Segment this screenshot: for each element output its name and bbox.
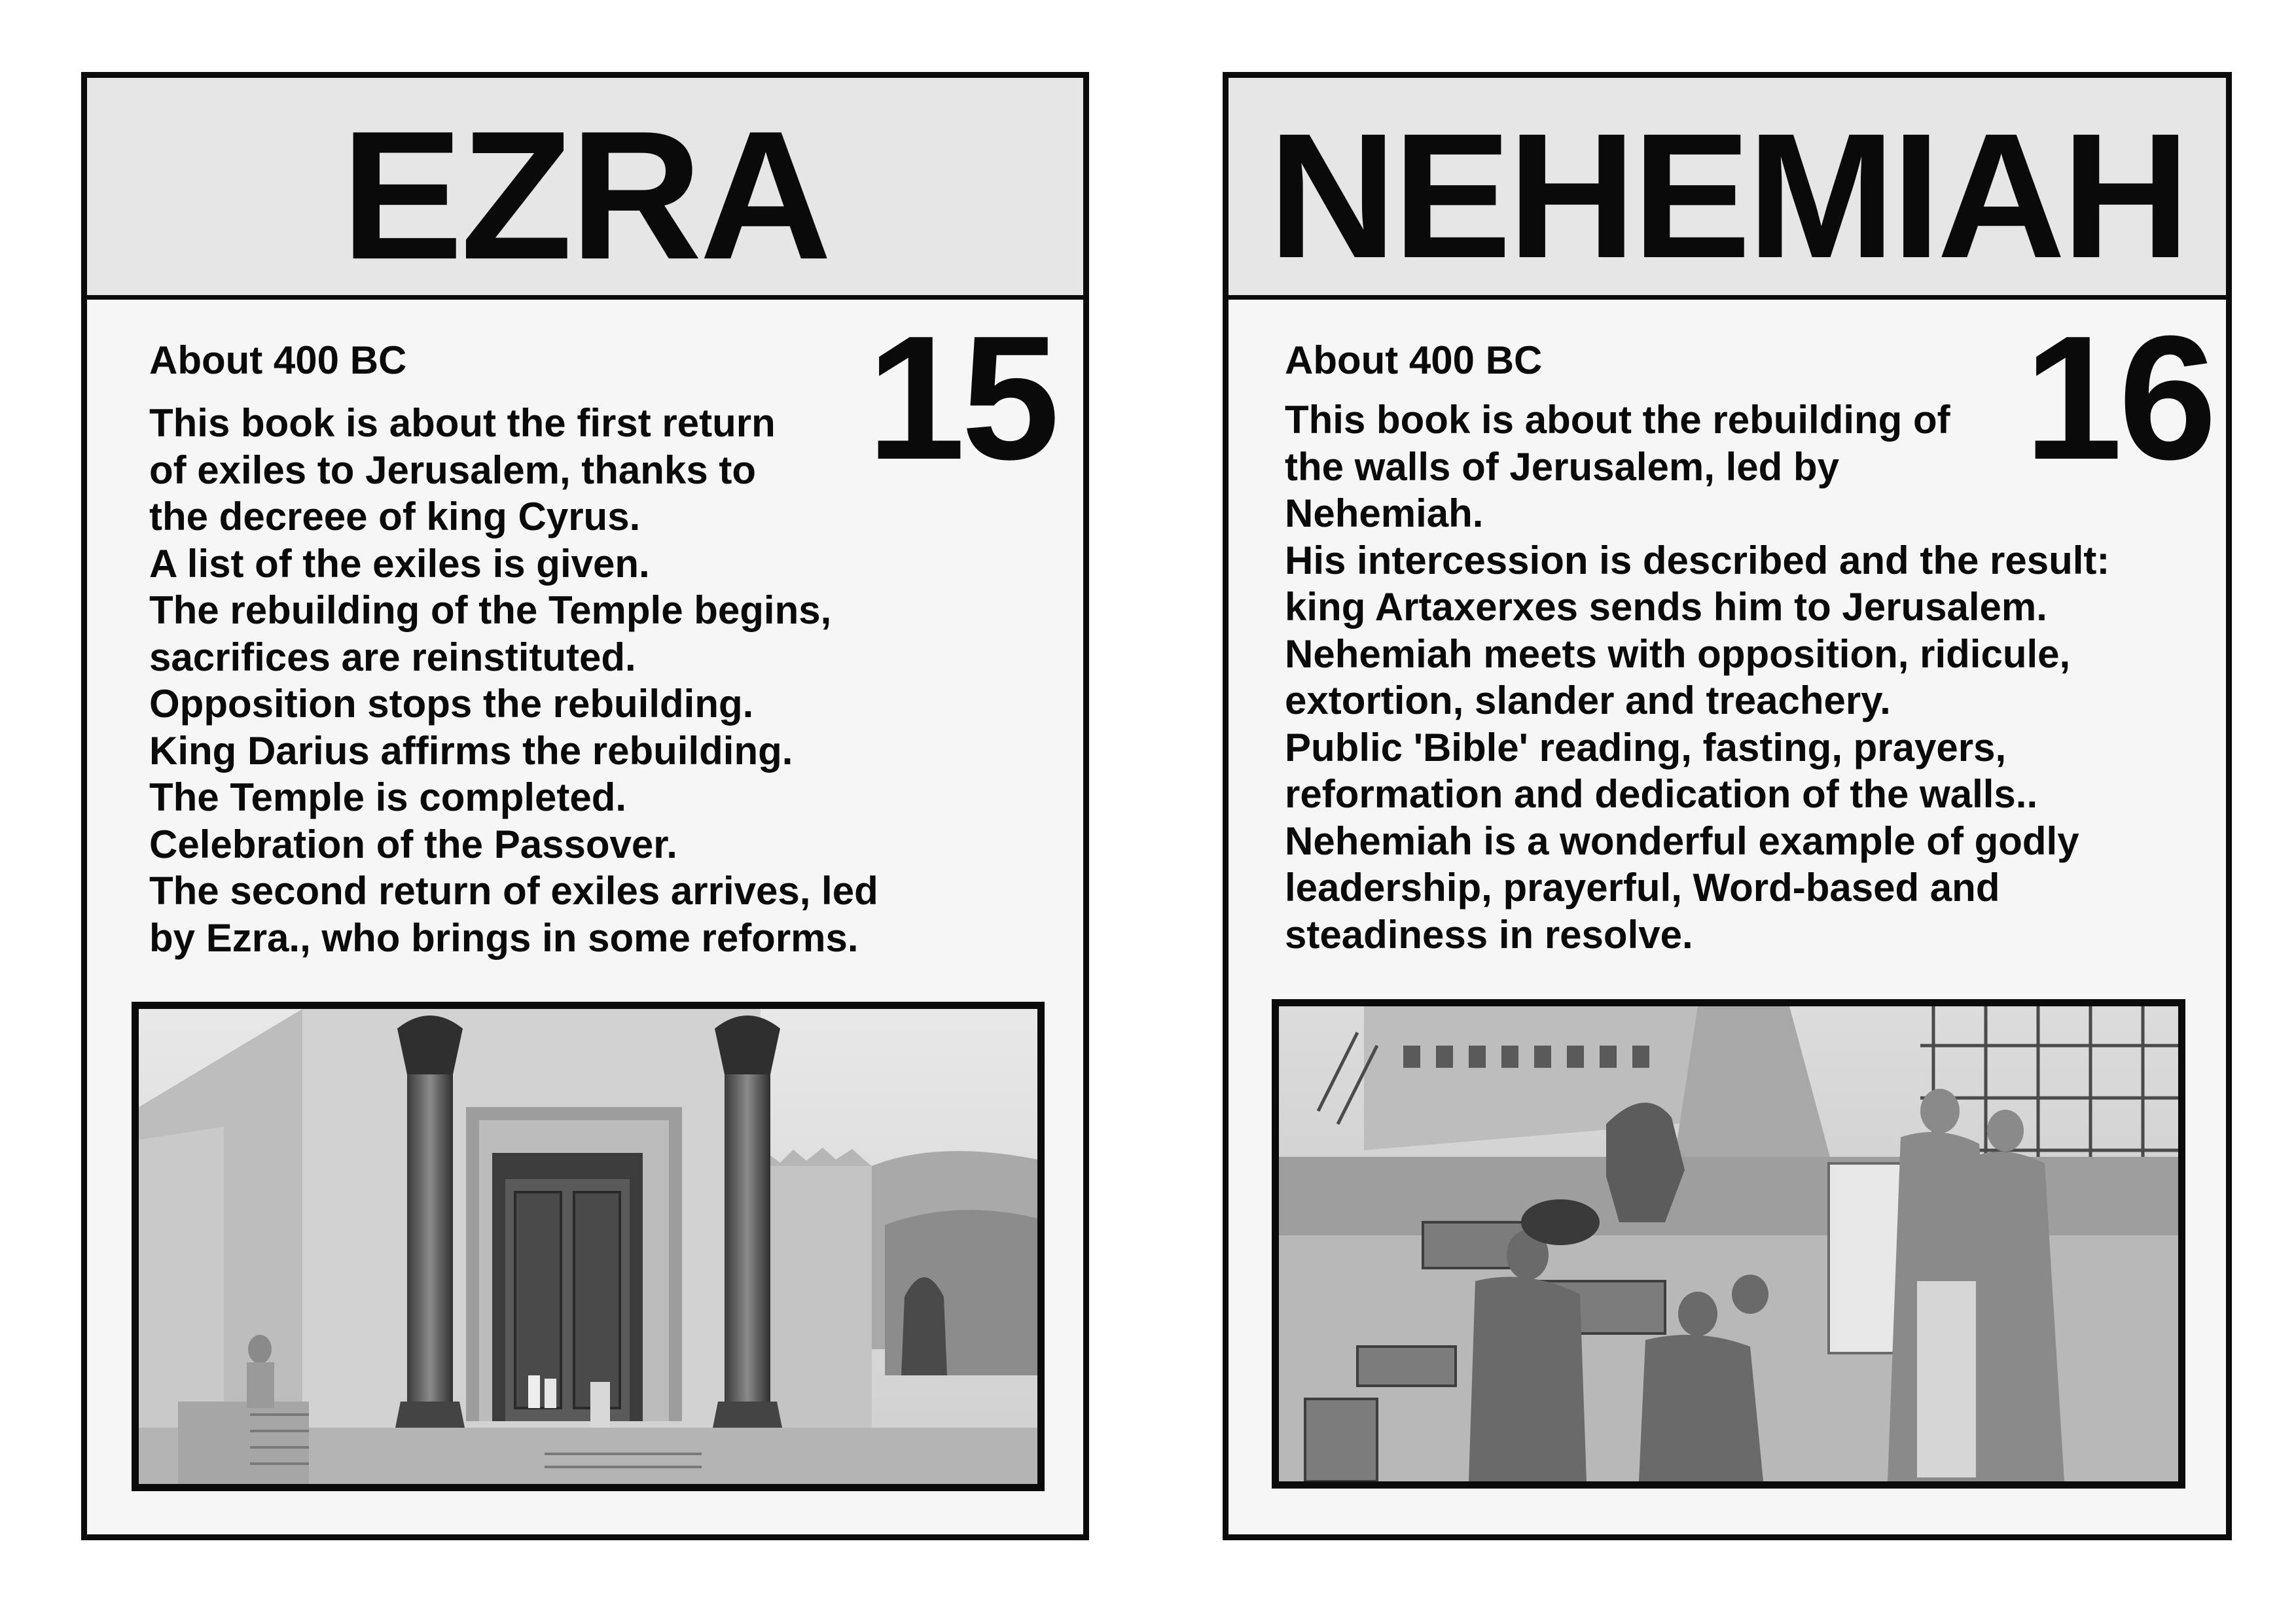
description-line: sacrifices are reinstituted. (149, 635, 636, 679)
description-line: Opposition stops the rebuilding. (149, 682, 754, 726)
description-line: The rebuilding of the Temple begins, (149, 588, 832, 632)
wall-building-illustration-drawing (1279, 1006, 2178, 1481)
description-line: the walls of Jerusalem, led by (1285, 444, 1839, 489)
card-nehemiah (1223, 72, 2232, 1540)
title-band (1229, 78, 2226, 300)
card-date: About 400 BC (1285, 338, 1543, 382)
description-line: King Darius affirms the rebuilding. (149, 728, 793, 773)
description-line: by Ezra., who brings in some reforms. (149, 915, 859, 960)
description-line: of exiles to Jerusalem, thanks to (149, 448, 756, 492)
card-number: 16 (2024, 300, 2213, 497)
wall-building-illustration (1272, 999, 2185, 1489)
description-line: extortion, slander and treachery. (1285, 679, 1891, 722)
description-line: the decreee of king Cyrus. (149, 495, 641, 538)
description-line: His intercession is described and the result: (1285, 538, 2110, 582)
description-line: Nehemiah. (1285, 491, 1484, 535)
card-number: 15 (867, 300, 1056, 497)
description-line: king Artaxerxes sends him to Jerusalem. (1285, 585, 2047, 629)
card-title: EZRA (340, 94, 830, 298)
description-line: The Temple is completed. (149, 775, 627, 819)
description-line: Celebration of the Passover. (149, 822, 677, 866)
description-line: leadership, prayerful, Word-based and (1285, 866, 2000, 909)
description-line: A list of the exiles is given. (149, 541, 650, 586)
description-line: steadiness in resolve. (1285, 912, 1693, 957)
description-line: This book is about the rebuilding of (1285, 398, 1950, 442)
description-line: The second return of exiles arrives, led (149, 869, 878, 913)
description-line: This book is about the first return (149, 401, 776, 445)
card-description (149, 400, 1079, 961)
description-line: reformation and dedication of the walls.. (1285, 772, 2038, 816)
description-line: Public 'Bible' reading, fasting, prayers, (1285, 725, 2007, 769)
card-date: About 400 BC (149, 338, 407, 382)
temple-illustration-drawing (139, 1009, 1037, 1484)
description-line: Nehemiah meets with opposition, ridicule, (1285, 631, 2071, 676)
description-line: Nehemiah is a wonderful example of godly (1285, 819, 2079, 863)
title-band (87, 78, 1083, 300)
temple-illustration (132, 1002, 1045, 1491)
card-description (1285, 397, 2214, 958)
card-ezra (81, 72, 1089, 1540)
card-title: NEHEMIAH (1268, 96, 2187, 295)
